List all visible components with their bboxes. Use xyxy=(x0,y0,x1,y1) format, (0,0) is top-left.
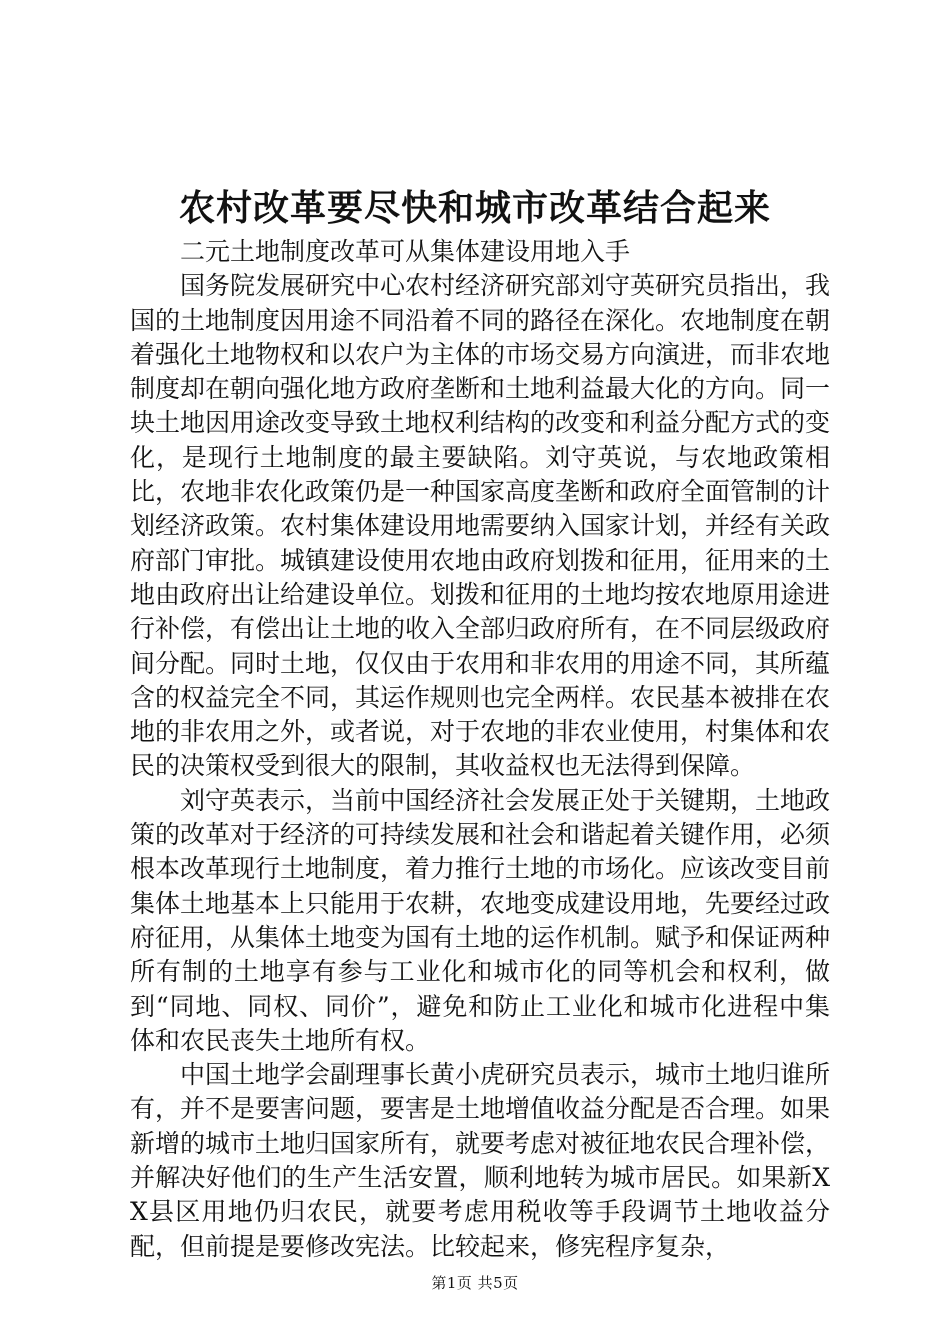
page-number-footer: 第1页 共5页 xyxy=(431,1274,519,1292)
document-title: 农村改革要尽快和城市改革结合起来 xyxy=(178,187,771,229)
paragraph: 中国土地学会副理事长黄小虎研究员表示，城市土地归谁所有，并不是要害问题，要害是土地增值收益分配是否合理。如果新增的城市土地归国家所有，就要考虑对被征地农民合理补偿，并解决好他们的生产生活安置，顺利地转为城市居民。如果新XX县区用地仍归农民，就要考虑用税收等手段调节土地收益分配，但前提是要修改宪法。比较起来，修宪程序复杂， xyxy=(130,1060,831,1261)
paragraph-subheading: 二元土地制度改革可从集体建设用地入手 xyxy=(180,237,631,266)
paragraph: 刘守英表示，当前中国经济社会发展正处于关键期，土地政策的改革对于经济的可持续发展和社会和谐起着关键作用，必须根本改革现行土地制度，着力推行土地的市场化。应该改变目前集体土地基本上只能用于农耕，农地变成建设用地，先要经过政府征用，从集体土地变为国有土地的运作机制。赋予和保证两种所有制的土地享有参与工业化和城市化的同等机会和权利，做到“同地、同权、同价”，避免和防止工业化和城市化进程中集体和农民丧失土地所有权。 xyxy=(130,785,831,1055)
document-body xyxy=(130,235,830,1264)
paragraph: 国务院发展研究中心农村经济研究部刘守英研究员指出，我国的土地制度因用途不同沿着不同的路径在深化。农地制度在朝着强化土地物权和以农户为主体的市场交易方向演进，而非农地制度却在朝向强化地方政府垄断和土地利益最大化的方向。同一块土地因用途改变导致土地权利结构的改变和利益分配方式的变化，是现行土地制度的最主要缺陷。刘守英说，与农地政策相比，农地非农化政策仍是一种国家高度垄断和政府全面管制的计划经济政策。农村集体建设用地需要纳入国家计划，并经有关政府部门审批。城镇建设使用农地由政府划拨和征用，征用来的土地由政府出让给建设单位。划拨和征用的土地均按农地原用途进行补偿，有偿出让土地的收入全部归政府所有，在不同层级政府间分配。同时土地，仅仅由于农用和非农用的用途不同，其所蕴含的权益完全不同，其运作规则也完全两样。农民基本被排在农地的非农用之外，或者说，对于农地的非农业使用，村集体和农民的决策权受到很大的限制，其收益权也无法得到保障。 xyxy=(130,271,831,781)
